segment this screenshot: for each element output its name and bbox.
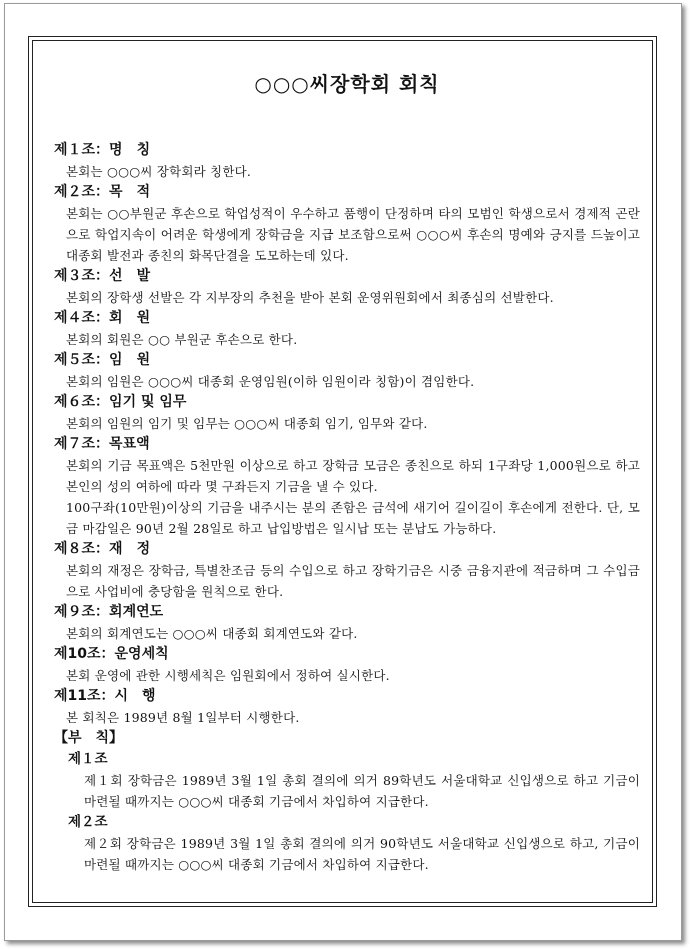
article-7 [54,434,640,539]
supplementary-article-text: 제１회 장학금은 1989년 3월 1일 총회 결의에 의거 89학년도 서울대학교 신입생으로 하고 기금이 마련될 때까지는 ○○○씨 대종회 기금에서 차입하여 지급한다. [84,773,640,809]
article-10 [54,644,640,686]
article-11 [54,686,640,728]
article-text: 본회의 장학생 선발은 각 지부장의 추천을 받아 본회 운영위원회에서 최종심의 선발한다. [66,290,554,305]
article-text: 본회의 재정은 장학금, 특별찬조금 등의 수입으로 하고 장학기금은 시중 금융지관에 적금하며 그 수입금으로 사업비에 충당함을 원칙으로 한다. [66,563,640,599]
article-heading: 제10조：운영세칙 [54,646,169,662]
article-8 [54,539,640,602]
article-heading: 제７조：목표액 [54,436,150,452]
supplementary-provisions [54,728,640,875]
article-heading: 제８조：재 정 [54,541,151,557]
supplementary-article-heading: 제２조 [68,814,108,830]
article-text: 본회의 임원의 임기 및 임무는 ○○○씨 대종회 임기, 임무와 같다. [66,416,428,431]
article-5 [54,350,640,392]
article-3 [54,266,640,308]
article-text: 본회는 ○○○씨 장학회라 칭한다. [66,164,252,179]
article-text: 본회의 회계연도는 ○○○씨 대종회 회계연도와 같다. [66,626,358,641]
article-heading: 제１조：명 칭 [54,142,151,158]
article-heading: 제５조：임 원 [54,352,151,368]
article-heading: 제２조：목 적 [54,184,151,200]
article-heading: 제９조：회계연도 [54,604,164,620]
article-6 [54,392,640,434]
article-2 [54,182,640,266]
article-text: 본회의 회원은 ○○ 부원군 후손으로 한다. [66,332,298,347]
article-text: 본회의 기금 목표액은 5천만원 이상으로 하고 장학금 모금은 종친으로 하되 1구좌당 1,000원으로 하고 본인의 성의 여하에 따라 몇 구좌든지 기금을 낼 수 있다. [66,458,640,494]
article-4 [54,308,640,350]
document-body [54,70,640,875]
article-1 [54,140,640,182]
article-text: 본 회칙은 1989년 8월 1일부터 시행한다. [66,710,300,725]
supplementary-heading: 【부 칙】 [54,730,124,746]
article-text: 본회 운영에 관한 시행세칙은 임원회에서 정하여 실시한다. [66,668,390,683]
article-heading: 제11조：시 행 [54,688,156,704]
article-heading: 제６조：임기 및 임무 [54,394,187,410]
document-title: ○○○씨장학회 회칙 [254,72,440,96]
article-text: 100구좌(10만원)이상의 기금을 내주시는 분의 존함은 금석에 새기어 길이길이 후손에게 전한다. 단, 모금 마감일은 90년 2월 28일로 하고 납입방법은 일시납 또는 분납도 가능하다. [66,500,640,536]
article-text: 본회의 임원은 ○○○씨 대종회 운영임원(이하 임원이라 칭함)이 겸임한다. [66,374,475,389]
article-heading: 제４조：회 원 [54,310,151,326]
supplementary-article-heading: 제１조 [68,751,108,767]
article-9 [54,602,640,644]
supplementary-article-text: 제２회 장학금은 1989년 3월 1일 총회 결의에 의거 90학년도 서울대학교 신입생으로 하고, 기금이 마련될 때까지는 ○○○씨 대종회 기금에서 차입하여 지급한다. [84,836,640,872]
article-heading: 제３조：선 발 [54,268,151,284]
article-text: 본회는 ○○부원군 후손으로 학업성적이 우수하고 품행이 단정하며 타의 모범인 학생으로서 경제적 곤란으로 학업지속이 어려운 학생에게 장학금을 지급 보조함으로써 ○○○씨 후손의 명예와 긍지를 드높이고 대종회 발전과 종친의 화목단결을 도모하는데 있다. [66,206,640,263]
